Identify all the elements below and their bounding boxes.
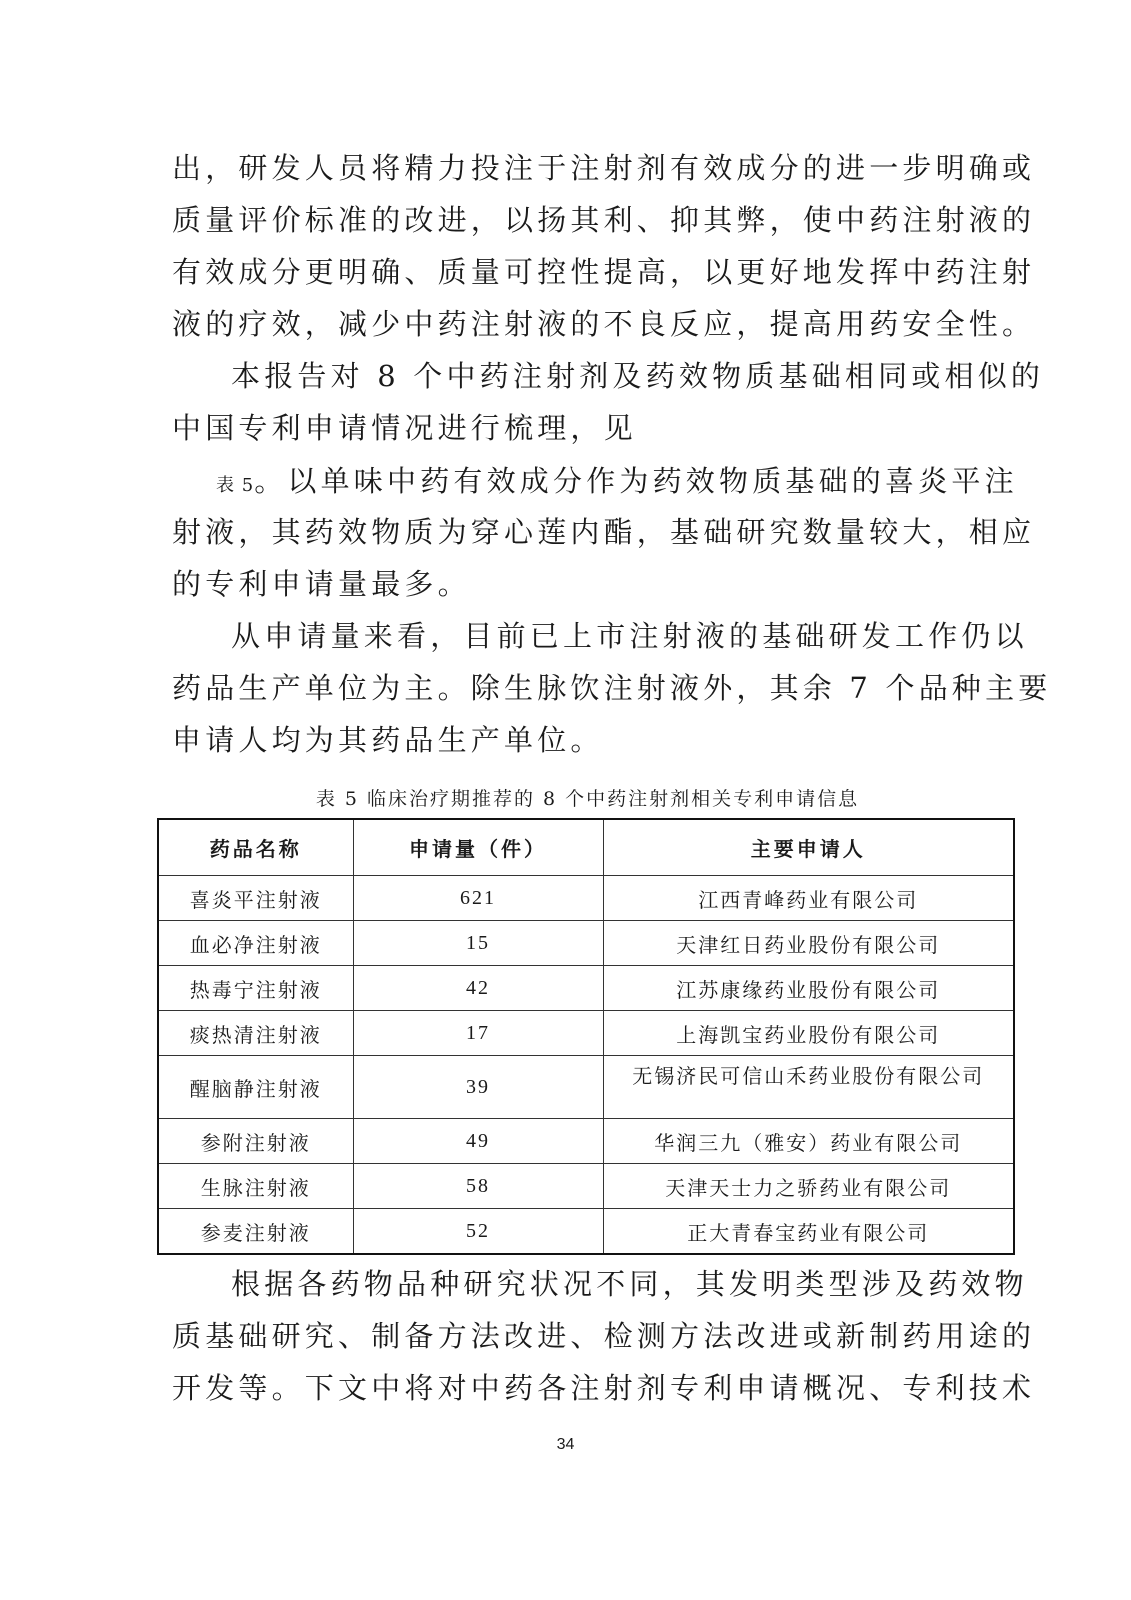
body-text-line: 本报告对 8 个中药注射剂及药效物质基础相同或相似的: [231, 359, 1045, 393]
body-text-line: 质量评价标准的改进，以扬其利、抑其弊，使中药注射液的: [172, 203, 1036, 237]
application-count-cell: 39: [353, 1056, 603, 1119]
column-header-drug-name: 药品名称: [158, 819, 353, 876]
table-caption: 表 5 临床治疗期推荐的 8 个中药注射剂相关专利申请信息: [315, 788, 860, 810]
applicant-cell: 江西青峰药业有限公司: [603, 876, 1014, 921]
applicant-cell: 天津红日药业股份有限公司: [603, 921, 1014, 966]
body-text-fragment: 。以单味中药有效成分作为药效物质基础的喜炎平注: [254, 464, 1018, 498]
body-text-line: 液的疗效，减少中药注射液的不良反应，提高用药安全性。: [172, 307, 1036, 341]
table-row: [158, 1056, 1014, 1119]
application-count-cell: 42: [353, 966, 603, 1011]
body-text-line: 质基础研究、制备方法改进、检测方法改进或新制药用途的: [172, 1319, 1036, 1353]
body-text-line: 从申请量来看，目前已上市注射液的基础研发工作仍以: [231, 619, 1028, 653]
applicant-cell: 上海凯宝药业股份有限公司: [603, 1011, 1014, 1056]
application-count-cell: 17: [353, 1011, 603, 1056]
body-text-line: [216, 461, 1018, 506]
table-row: [158, 1209, 1014, 1255]
body-text-line: 的专利申请量最多。: [172, 567, 471, 601]
applicant-cell: 正大青春宝药业有限公司: [603, 1209, 1014, 1255]
table-row: [158, 1164, 1014, 1209]
body-text-line: 有效成分更明确、质量可控性提高，以更好地发挥中药注射: [172, 255, 1036, 289]
page-number: 34: [556, 1436, 575, 1453]
application-count-cell: 621: [353, 876, 603, 921]
column-header-application-count: 申请量（件）: [353, 819, 603, 876]
table-header-row: [158, 819, 1014, 876]
table-row: [158, 921, 1014, 966]
applicant-cell: 江苏康缘药业股份有限公司: [603, 966, 1014, 1011]
table-reference-link[interactable]: 表 5: [216, 475, 255, 496]
table-row: [158, 876, 1014, 921]
applicant-cell: 无锡济民可信山禾药业股份有限公司: [603, 1056, 1014, 1119]
application-count-cell: 15: [353, 921, 603, 966]
drug-name-cell: 生脉注射液: [158, 1164, 353, 1209]
applicant-cell: 天津天士力之骄药业有限公司: [603, 1164, 1014, 1209]
drug-name-cell: 参附注射液: [158, 1119, 353, 1164]
table-row: [158, 1011, 1014, 1056]
body-text-line: 申请人均为其药品生产单位。: [172, 723, 604, 757]
application-count-cell: 49: [353, 1119, 603, 1164]
table-row: [158, 966, 1014, 1011]
application-count-cell: 52: [353, 1209, 603, 1255]
drug-name-cell: 热毒宁注射液: [158, 966, 353, 1011]
applicant-cell: 华润三九（雅安）药业有限公司: [603, 1119, 1014, 1164]
patent-table: [157, 818, 1015, 1255]
body-text-line: 开发等。下文中将对中药各注射剂专利申请概况、专利技术: [172, 1371, 1036, 1405]
drug-name-cell: 参麦注射液: [158, 1209, 353, 1255]
drug-name-cell: 痰热清注射液: [158, 1011, 353, 1056]
body-text-line: 根据各药物品种研究状况不同，其发明类型涉及药效物: [231, 1267, 1028, 1301]
column-header-main-applicant: 主要申请人: [603, 819, 1014, 876]
body-text-line: 出，研发人员将精力投注于注射剂有效成分的进一步明确或: [172, 151, 1036, 185]
body-text-line: 射液，其药效物质为穿心莲内酯，基础研究数量较大，相应: [172, 515, 1036, 549]
drug-name-cell: 血必净注射液: [158, 921, 353, 966]
drug-name-cell: 醒脑静注射液: [158, 1056, 353, 1119]
body-text-line: 中国专利申请情况进行梳理，见: [172, 411, 637, 445]
table-row: [158, 1119, 1014, 1164]
body-text-line: 药品生产单位为主。除生脉饮注射液外，其余 7 个品种主要: [172, 671, 1052, 705]
drug-name-cell: 喜炎平注射液: [158, 876, 353, 921]
application-count-cell: 58: [353, 1164, 603, 1209]
